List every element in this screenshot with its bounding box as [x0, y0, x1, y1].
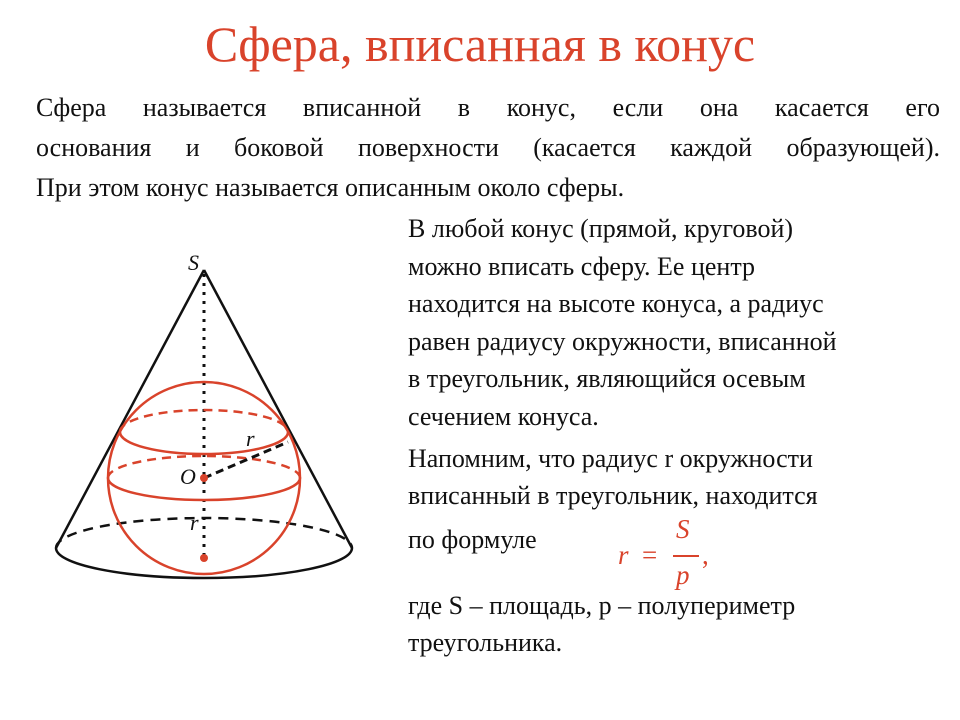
explanation-block — [408, 210, 944, 662]
radius-label-lower: r — [190, 510, 199, 535]
intro-line: Сфера называется вписанной в конус, если она касается его — [36, 93, 940, 122]
intro-line: основания и боковой поверхности (касается каждой образующей). — [36, 133, 940, 162]
side-line: в треугольник, являющийся осевым — [408, 364, 806, 394]
side-line: равен радиусу окружности, вписанной — [408, 326, 837, 356]
side-line: В любой конус (прямой, круговой) — [408, 214, 794, 243]
formula-equals: = — [642, 539, 658, 570]
formula-lhs: r — [618, 539, 629, 570]
formula-comma: , — [702, 539, 709, 570]
cone-generator-right — [204, 270, 352, 548]
radius-label-upper: r — [246, 426, 255, 451]
where-line: где S – площадь, p – полупериметр — [408, 590, 796, 620]
reminder-line: вписанный в треугольник, находится — [408, 481, 818, 511]
formula-row — [408, 513, 944, 590]
formula-numerator: S — [676, 513, 690, 544]
intro-paragraph — [36, 88, 940, 208]
intro-line: При этом конус называется описанным около сферы. — [36, 173, 625, 202]
apex-label: S — [188, 250, 199, 275]
center-label: O — [180, 464, 196, 489]
side-line: сечением конуса. — [408, 401, 599, 431]
cone-generator-left — [56, 270, 204, 548]
tangency-circle-front — [120, 432, 288, 454]
base-center-point — [200, 554, 208, 562]
where-line: треугольника. — [408, 628, 563, 658]
inradius-formula — [618, 511, 738, 601]
slide-title: Сфера, вписанная в конус — [204, 16, 756, 72]
cone-sphere-diagram — [40, 240, 380, 620]
reminder-line: Напомним, что радиус r окружности — [408, 443, 813, 473]
center-point — [200, 474, 208, 482]
side-line: можно вписать сферу. Ее центр — [408, 251, 756, 281]
side-line: находится на высоте конуса, а радиус — [408, 289, 824, 319]
cone-base-back — [56, 518, 352, 548]
formula-denominator: p — [676, 559, 690, 590]
reminder-line: по формуле — [408, 524, 537, 554]
